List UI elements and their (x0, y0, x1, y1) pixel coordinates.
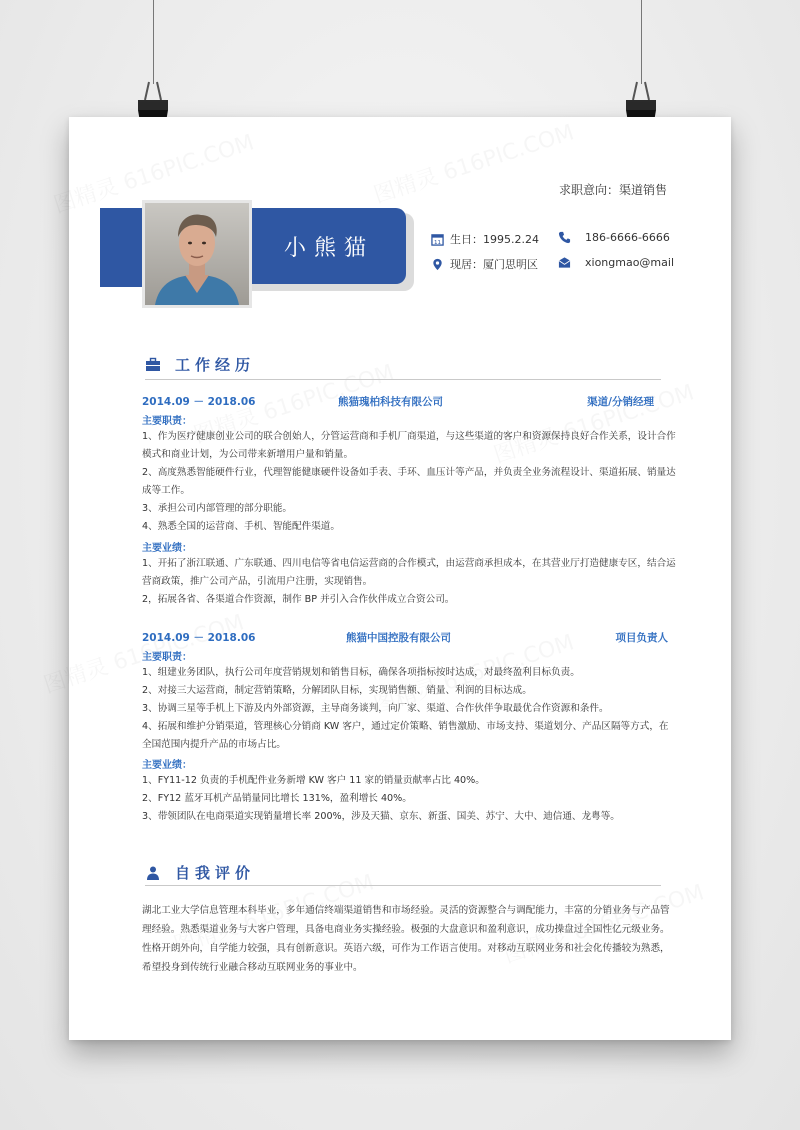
briefcase-icon (145, 357, 161, 373)
calendar-icon (431, 233, 444, 246)
job-position: 渠道/分销经理 (587, 396, 654, 408)
list-item: 1、FY11-12 负责的手机配件业务新增 KW 客户 11 家的销量贡献率占比 40%。 (142, 775, 485, 786)
job-2-achievements-label: 主要业绩： (142, 760, 192, 771)
self-section-header (145, 862, 255, 883)
contact-phone (558, 231, 670, 244)
self-section-divider (145, 885, 661, 886)
work-section-header (145, 354, 255, 375)
resume-paper (69, 117, 731, 1040)
list-item: 4、拓展和维护分销渠道，管理核心分销商 KW 客户，通过定价策略、销售激励、市场支持、渠道划分、产品区隔等方式，在全国范围内提升产品的市场占比。 (142, 721, 669, 750)
list-item: 2，拓展各省、各渠道合作资源，制作 BP 并引入合作伙伴成立合资公司。 (142, 594, 455, 605)
job-1-achievements-label: 主要业绩： (142, 543, 192, 554)
job-2-achievements (142, 772, 676, 826)
job-period: 2014.09 － 2018.06 (142, 396, 256, 408)
person-icon (145, 865, 161, 881)
phone-text: 186-6666-6666 (585, 231, 670, 244)
svg-text:11: 11 (433, 239, 442, 246)
list-item: 3、协调三星等手机上下游及内外部资源，主导商务谈判，向厂家、渠道、合作伙伴争取最优合作资源和条件。 (142, 703, 609, 714)
candidate-name: 小熊猫 (252, 208, 406, 284)
job-2-duties (142, 664, 676, 754)
list-item: 3、承担公司内部管理的部分职能。 (142, 503, 293, 514)
location-pin-icon (431, 258, 444, 271)
phone-icon (558, 231, 571, 244)
contact-birthday (431, 231, 539, 247)
work-section-title: 工作经历 (175, 356, 256, 374)
job-company: 熊猫中国控股有限公司 (346, 632, 451, 644)
header-accent-block (100, 208, 142, 287)
hanging-string-left (153, 0, 154, 84)
list-item: 1、组建业务团队，执行公司年度营销规划和销售目标，确保各项指标按时达成，对最终盈利目标负责。 (142, 667, 580, 678)
list-item: 2、FY12 蓝牙耳机产品销量同比增长 131%，盈利增长 40%。 (142, 793, 412, 804)
birthday-text: 生日：1995.2.24 (450, 233, 539, 246)
list-item: 1、开拓了浙江联通、广东联通、四川电信等省电信运营商的合作模式，由运营商承担成本，在其营业厅打造健康专区，结合运营商政策，推广公司产品，引流用户注册，实现销售。 (142, 558, 676, 587)
list-item: 2、对接三大运营商，制定营销策略，分解团队目标，实现销售额、销量、利润的目标达成。 (142, 685, 532, 696)
job-intent: 求职意向：渠道销售 (558, 183, 667, 197)
contact-email (558, 256, 674, 269)
job-period: 2014.09 － 2018.06 (142, 632, 256, 644)
job-1-duties-label: 主要职责： (142, 416, 192, 427)
watermark (369, 116, 577, 210)
list-item: 2、高度熟悉智能硬件行业，代理智能健康硬件设备如手表、手环、血压计等产品，并负责全业务流程设计、渠道拓展、销量达成等工作。 (142, 467, 676, 496)
job-1-duties (142, 428, 676, 536)
list-item: 1、作为医疗健康创业公司的联合创始人，分管运营商和手机厂商渠道，与这些渠道的客户和资源保持良好合作关系，设计合作模式和商业计划，为公司带来新增用户量和销量。 (142, 431, 676, 460)
self-evaluation-text: 湖北工业大学信息管理本科毕业，多年通信终端渠道销售和市场经验。灵活的资源整合与调配能力，丰富的分销业务与产品管理经验。熟悉渠道业务与大客户管理，具备电商业务实操经验。极强的大盘意识和盈利意识，成功操盘过全国性亿元级业务。性格开朗外向，自学能力较强，具有创新意识。英语六级，可作为工作语言使用。对移动互联网业务和社会化传播较为熟悉，希望投身到传统行业融合移动互联网业务的事业中。 (142, 905, 670, 973)
location-text: 现居：厦门思明区 (450, 258, 538, 271)
list-item: 3、带领团队在电商渠道实现销量增长率 200%，涉及天猫、京东、新蛋、国美、苏宁、大中、迪信通、龙粤等。 (142, 811, 620, 822)
contact-location (431, 256, 538, 272)
list-item: 4、熟悉全国的运营商、手机、智能配件渠道。 (142, 521, 340, 532)
avatar (142, 200, 252, 308)
hanging-string-right (641, 0, 642, 84)
job-company: 熊猫瑰柏科技有限公司 (338, 396, 443, 408)
email-text: xiongmao@mail (585, 256, 675, 269)
job-1-achievements (142, 555, 676, 609)
portrait-photo (145, 203, 249, 305)
self-section-title: 自我评价 (175, 864, 256, 882)
mail-icon (558, 256, 571, 269)
job-2-duties-label: 主要职责： (142, 652, 192, 663)
job-position: 项目负责人 (615, 632, 668, 644)
work-section-divider (145, 379, 661, 380)
